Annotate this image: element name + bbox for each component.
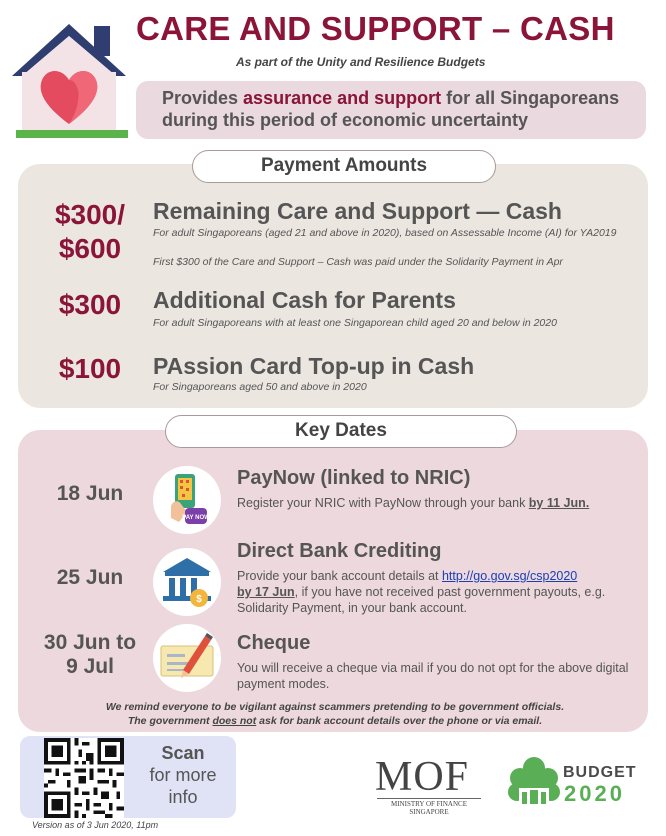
key-date-title: PayNow (linked to NRIC) — [237, 467, 471, 489]
scam-warning — [40, 700, 630, 728]
key-date-title: Direct Bank Crediting — [237, 540, 442, 562]
key-date-text-pre: Register your NRIC with PayNow through your bank — [237, 496, 529, 510]
date-bank: 25 Jun — [56, 566, 124, 589]
amount-line: $600 — [58, 233, 122, 264]
warning-text-pre: The government — [127, 715, 213, 727]
csp-link[interactable]: http://go.gov.sg/csp2020 — [441, 569, 578, 583]
bank-icon — [153, 548, 221, 616]
mof-subtitle-line: SINGAPORE — [409, 808, 449, 816]
amount-parents: $300 — [58, 289, 122, 320]
budget-label: BUDGET — [563, 764, 637, 781]
mof-logo: MOF — [375, 754, 470, 800]
scan-label: Scan — [161, 743, 205, 763]
key-date-text-pre: Provide your bank account details at — [237, 569, 442, 583]
cheque-icon — [153, 624, 221, 692]
phone-paynow-icon — [153, 466, 221, 534]
payment-amounts-heading: Payment Amounts — [192, 150, 496, 183]
warning-line: We remind everyone to be vigilant against scammers pretending to be government officials. — [105, 701, 565, 713]
date-line: 30 Jun to — [43, 631, 137, 654]
amount-passion: $100 — [58, 353, 122, 384]
svg-text:$: $ — [196, 594, 202, 605]
key-date-text — [237, 568, 637, 616]
page-title: CARE AND SUPPORT – CASH — [136, 10, 615, 47]
key-date-text: You will receive a cheque via mail if you do not opt for the above digital payment modes. — [237, 661, 629, 691]
scan-info — [138, 742, 228, 808]
page-subtitle: As part of the Unity and Resilience Budgets — [236, 55, 486, 69]
key-date-text — [237, 495, 637, 511]
payment-desc: First $300 of the Care and Support – Cash was paid under the Solidarity Payment in Apr — [153, 256, 563, 268]
amount-remaining — [34, 198, 146, 266]
home-heart-icon — [6, 14, 132, 142]
intro-banner — [136, 81, 646, 139]
payment-desc: For Singaporeans aged 50 and above in 2020 — [153, 381, 367, 393]
paynow-badge: PAY NOW — [182, 515, 210, 521]
intro-text-post: for all Singaporeans during this period of economic uncertainty — [162, 88, 620, 130]
key-date-deadline: by 17 Jun — [237, 585, 295, 599]
key-dates-heading: Key Dates — [165, 415, 517, 448]
key-date-text-post: , if you have not received past government payouts, e.g. Solidarity Payment, in your bank account. — [237, 585, 606, 615]
payment-title: Remaining Care and Support — Cash — [153, 198, 562, 224]
mof-subtitle — [377, 798, 481, 816]
mof-subtitle-line: MINISTRY OF FINANCE — [391, 800, 467, 808]
warning-line — [40, 714, 630, 728]
payment-title: Additional Cash for Parents — [153, 287, 456, 313]
warning-underline: does not — [212, 715, 257, 727]
scan-line: info — [168, 787, 198, 807]
budget-year: 2020 — [564, 781, 625, 806]
intro-highlight: assurance and support — [243, 88, 442, 108]
date-paynow: 18 Jun — [56, 482, 124, 505]
date-line: 9 Jul — [66, 655, 114, 678]
scan-line: for more — [149, 765, 217, 785]
payment-desc: For adult Singaporeans with at least one Singaporean child aged 20 and below in 2020 — [153, 317, 557, 329]
version-note: Version as of 3 Jun 2020, 11pm — [32, 820, 159, 830]
date-cheque — [30, 631, 150, 679]
warning-text-post: ask for bank account details over the phone or via email. — [256, 715, 543, 727]
payment-title: PAssion Card Top-up in Cash — [153, 353, 475, 379]
qr-code[interactable] — [44, 738, 124, 818]
intro-text-pre: Provides — [162, 88, 244, 108]
budget-logo-icon — [505, 754, 563, 812]
amount-line: $300/ — [54, 199, 126, 230]
key-date-deadline: by 11 Jun. — [528, 496, 590, 510]
payment-desc: For adult Singaporeans (aged 21 and above in 2020), based on Assessable Income (AI) for YA2019 — [153, 227, 617, 239]
key-date-title: Cheque — [237, 632, 311, 654]
